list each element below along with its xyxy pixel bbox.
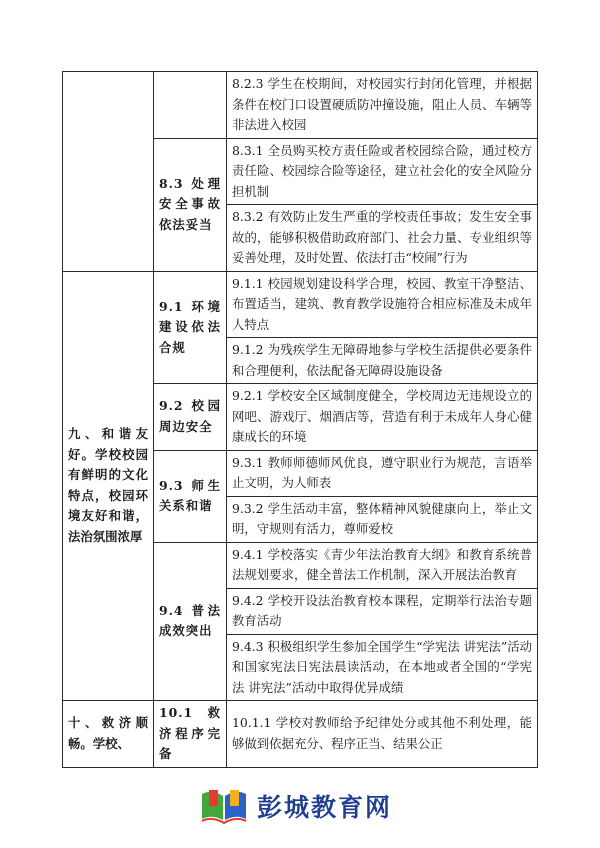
table-row xyxy=(63,72,538,139)
dimension-cell: 九、和谐友好。学校校园有鲜明的文化特点，校园环境友好和谐，法治氛围浓厚 xyxy=(63,271,154,701)
requirement-cell: 9.4.3 积极组织学生参加全国学生“学宪法 讲宪法”活动和国家宪法日宪法晨读活动，在本地或者全国的“学宪法 讲宪法”活动中取得优异成绩 xyxy=(227,634,538,701)
dimension-cell: 十、救济顺畅。学校、 xyxy=(63,701,154,768)
indicator-cell: 9.2 校园周边安全 xyxy=(154,384,227,451)
requirement-cell: 9.2.1 学校安全区域制度健全，学校周边无违规设立的网吧、游戏厅、烟酒店等，营造有利于未成年人身心健康成长的环境 xyxy=(227,384,538,451)
indicator-cell xyxy=(154,72,227,139)
requirement-cell: 8.2.3 学生在校期间，对校园实行封闭化管理，并根据条件在校门口设置硬质防冲撞设施，阻止人员、车辆等非法进入校园 xyxy=(227,72,538,139)
standards-table xyxy=(62,71,538,768)
indicator-cell: 9.4 普法成效突出 xyxy=(154,542,227,701)
indicator-cell: 9.3 师生关系和谐 xyxy=(154,450,227,542)
requirement-cell: 9.1.1 校园规划建设科学合理，校园、教室干净整洁、布置适当，建筑、教育教学设施符合相应标准及未成年人特点 xyxy=(227,271,538,338)
requirement-cell: 9.3.1 教师师德师风优良，遵守职业行为规范，言语举止文明，为人师表 xyxy=(227,450,538,496)
table-row xyxy=(63,271,538,338)
requirement-cell: 9.1.2 为残疾学生无障碍地参与学校生活提供必要条件和合理便利，依法配备无障碍设施设备 xyxy=(227,338,538,384)
requirement-cell: 9.4.1 学校落实《青少年法治教育大纲》和教育系统普法规划要求，健全普法工作机制，深入开展法治教育 xyxy=(227,542,538,588)
logo-text: 彭城教育网 xyxy=(257,793,393,822)
indicator-cell: 8.3 处理安全事故依法妥当 xyxy=(154,138,227,271)
book-logo-icon xyxy=(199,786,249,826)
dimension-cell xyxy=(63,72,154,272)
requirement-cell: 9.4.2 学校开设法治教育校本课程，定期举行法治专题教育活动 xyxy=(227,588,538,634)
indicator-cell: 10.1 救济程序完备 xyxy=(154,701,227,768)
requirement-cell: 10.1.1 学校对教师给予纪律处分或其他不利处理，能够做到依据充分、程序正当、结果公正 xyxy=(227,701,538,768)
site-logo[interactable] xyxy=(199,785,392,827)
indicator-cell: 9.1 环境建设依法合规 xyxy=(154,271,227,384)
requirement-cell: 9.3.2 学生活动丰富，整体精神风貌健康向上，举止文明，守规则有活力，尊师爱校 xyxy=(227,496,538,542)
requirement-cell: 8.3.1 全员购买校方责任险或者校园综合险，通过校方责任险、校园综合险等途径，建立社会化的安全风险分担机制 xyxy=(227,138,538,205)
requirement-cell: 8.3.2 有效防止发生严重的学校责任事故；发生安全事故的，能够积极借助政府部门、社会力量、专业组织等妥善处理，及时处置、依法打击“校闹”行为 xyxy=(227,205,538,272)
table-row xyxy=(63,701,538,768)
